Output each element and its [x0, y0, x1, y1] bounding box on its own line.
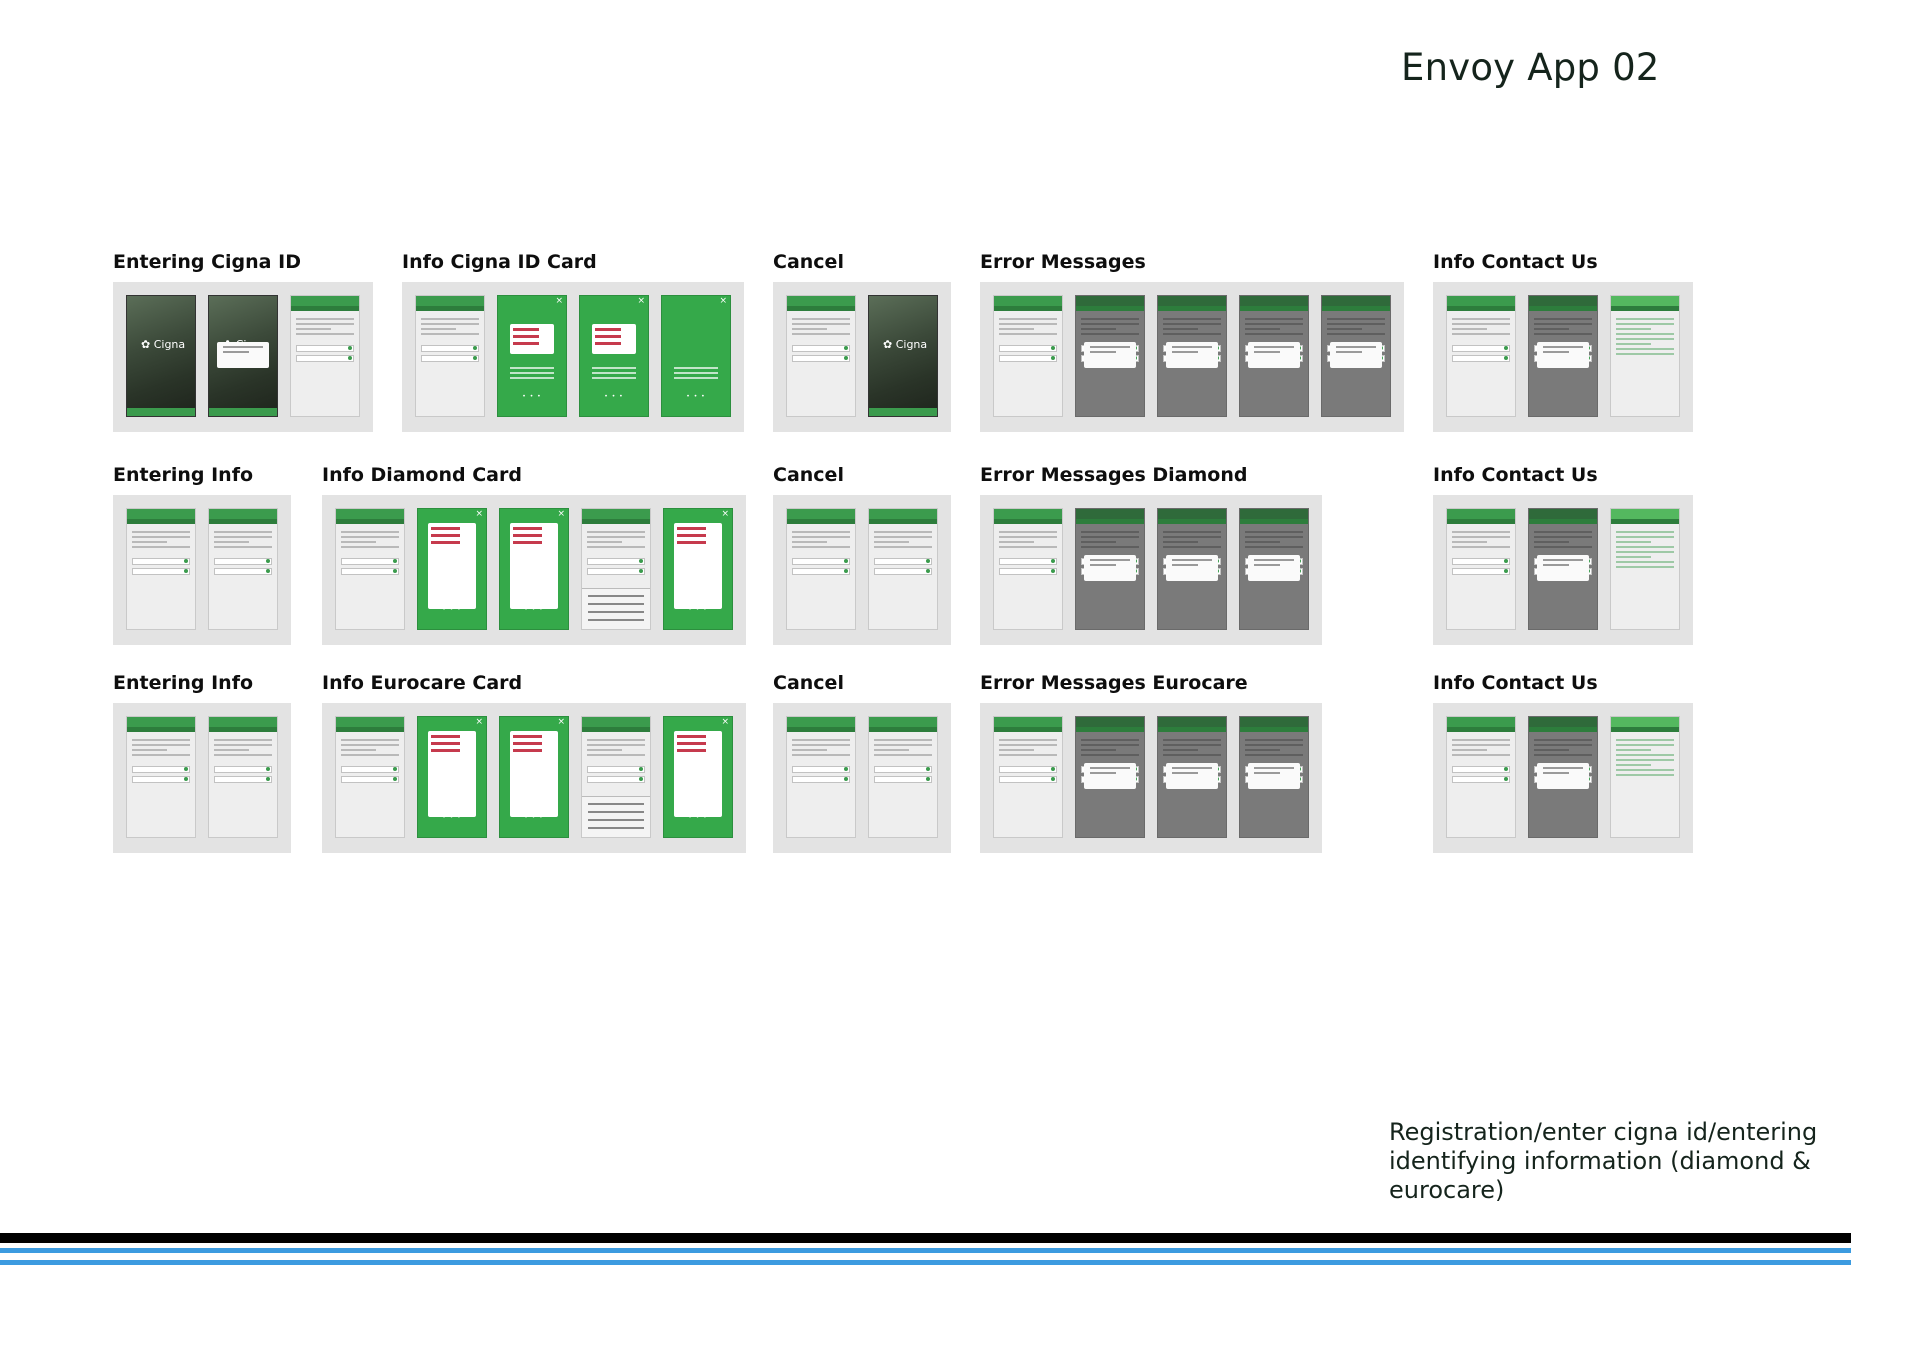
nav-bar — [209, 509, 277, 519]
pager-dots: • • • — [522, 393, 542, 400]
flow-section — [113, 464, 291, 645]
tab-bar — [127, 408, 195, 416]
close-icon[interactable]: × — [557, 717, 565, 727]
pager-dots: • • • — [442, 606, 462, 613]
flow-section — [113, 672, 291, 853]
screen-thumbnail[interactable] — [208, 716, 278, 838]
input-field[interactable] — [421, 345, 479, 352]
screen-thumbnail[interactable] — [1610, 295, 1680, 417]
section-label: Info Contact Us — [1433, 464, 1598, 486]
input-field[interactable] — [341, 766, 399, 773]
input-field[interactable] — [296, 355, 354, 362]
text-lines — [416, 311, 484, 342]
nav-bar — [1240, 509, 1308, 519]
section-label: Cancel — [773, 251, 844, 273]
screen-tray — [980, 703, 1322, 853]
screen-thumbnail[interactable] — [1528, 295, 1598, 417]
pager-dots: • • • — [688, 606, 708, 613]
text-lines — [209, 524, 277, 555]
dialog-box — [1084, 342, 1136, 368]
input-field[interactable] — [792, 345, 850, 352]
screen-thumbnail[interactable] — [1528, 716, 1598, 838]
dialog-box — [1166, 555, 1218, 581]
text-lines — [1322, 311, 1390, 342]
date-picker[interactable] — [582, 588, 650, 629]
screen-thumbnail[interactable] — [1446, 295, 1516, 417]
nav-bar — [1529, 509, 1597, 519]
input-field[interactable] — [1452, 558, 1510, 565]
tab-bar — [209, 408, 277, 416]
screen-thumbnail[interactable] — [126, 716, 196, 838]
screen-tray — [1433, 703, 1693, 853]
screen-thumbnail[interactable] — [1321, 295, 1391, 417]
screen-thumbnail[interactable] — [335, 508, 405, 630]
text-lines — [209, 732, 277, 763]
text-lines — [994, 311, 1062, 342]
input-field[interactable] — [999, 558, 1057, 565]
nav-bar — [582, 509, 650, 519]
screen-tray — [113, 282, 373, 432]
close-icon[interactable]: × — [557, 509, 565, 519]
input-field[interactable] — [341, 776, 399, 783]
flow-section — [1433, 464, 1693, 645]
info-text-lines — [674, 364, 718, 382]
id-card-image — [510, 523, 558, 609]
text-lines — [869, 524, 937, 555]
text-lines — [582, 732, 650, 763]
flow-section — [773, 672, 951, 853]
nav-bar — [787, 717, 855, 727]
dialog-box — [1166, 342, 1218, 368]
nav-bar — [994, 296, 1062, 306]
screen-thumbnail[interactable] — [993, 295, 1063, 417]
screen-thumbnail[interactable] — [993, 508, 1063, 630]
id-card-image — [428, 523, 476, 609]
nav-bar — [582, 717, 650, 727]
input-field[interactable] — [874, 568, 932, 575]
screen-tray — [1433, 282, 1693, 432]
text-lines — [1158, 311, 1226, 342]
input-field[interactable] — [999, 345, 1057, 352]
nav-bar — [1447, 509, 1515, 519]
section-label: Error Messages Diamond — [980, 464, 1248, 486]
screen-thumbnail[interactable] — [1610, 508, 1680, 630]
screen-thumbnail[interactable] — [868, 716, 938, 838]
screen-thumbnail[interactable] — [581, 716, 651, 838]
page-caption: Registration/enter cigna id/entering identifying information (diamond & eurocare) — [1389, 1118, 1818, 1204]
text-lines — [1611, 311, 1679, 362]
text-lines — [1240, 524, 1308, 555]
input-field[interactable] — [1452, 776, 1510, 783]
nav-bar — [869, 717, 937, 727]
screen-thumbnail[interactable] — [417, 716, 487, 838]
pager-dots: • • • — [524, 606, 544, 613]
pager-dots: • • • — [688, 814, 708, 821]
text-lines — [291, 311, 359, 342]
flow-section — [773, 464, 951, 645]
text-lines — [1529, 524, 1597, 555]
close-icon[interactable]: × — [475, 717, 483, 727]
screen-thumbnail[interactable] — [993, 716, 1063, 838]
input-field[interactable] — [874, 776, 932, 783]
input-field[interactable] — [214, 776, 272, 783]
input-field[interactable] — [214, 558, 272, 565]
screen-thumbnail[interactable] — [1075, 508, 1145, 630]
section-label: Info Contact Us — [1433, 251, 1598, 273]
id-card-image — [674, 731, 722, 817]
nav-bar — [1158, 509, 1226, 519]
input-field[interactable] — [999, 355, 1057, 362]
nav-bar — [1158, 717, 1226, 727]
screen-thumbnail[interactable] — [786, 508, 856, 630]
input-field[interactable] — [421, 355, 479, 362]
text-lines — [1529, 732, 1597, 763]
input-field[interactable] — [296, 345, 354, 352]
flow-section — [980, 251, 1404, 432]
screen-tray — [322, 703, 746, 853]
text-lines — [582, 524, 650, 555]
text-lines — [127, 732, 195, 763]
tab-bar — [869, 408, 937, 416]
close-icon[interactable]: × — [475, 509, 483, 519]
input-field[interactable] — [214, 766, 272, 773]
screen-tray — [773, 282, 951, 432]
dialog-box — [1330, 342, 1382, 368]
input-field[interactable] — [792, 766, 850, 773]
text-lines — [336, 524, 404, 555]
text-lines — [127, 524, 195, 555]
nav-bar — [1076, 509, 1144, 519]
flow-section — [322, 464, 746, 645]
input-field[interactable] — [132, 776, 190, 783]
screen-thumbnail[interactable] — [499, 508, 569, 630]
dialog-box — [217, 342, 269, 368]
dialog-box — [1084, 763, 1136, 789]
screen-tray — [1433, 495, 1693, 645]
section-label: Info Eurocare Card — [322, 672, 523, 694]
screen-thumbnail[interactable] — [581, 508, 651, 630]
section-label: Entering Info — [113, 672, 254, 694]
screen-thumbnail[interactable] — [1239, 716, 1309, 838]
screen-tray — [980, 282, 1404, 432]
input-field[interactable] — [587, 766, 645, 773]
text-lines — [1611, 732, 1679, 783]
screen-thumbnail[interactable] — [663, 716, 733, 838]
screen-thumbnail[interactable] — [499, 716, 569, 838]
flow-section — [980, 672, 1322, 853]
screen-tray — [402, 282, 744, 432]
id-card-image — [674, 523, 722, 609]
dialog-box — [1166, 763, 1218, 789]
screen-tray — [113, 495, 291, 645]
text-lines — [1240, 311, 1308, 342]
nav-bar — [1076, 296, 1144, 306]
screen-thumbnail[interactable] — [1075, 295, 1145, 417]
text-lines — [869, 732, 937, 763]
nav-bar — [787, 509, 855, 519]
nav-bar — [787, 296, 855, 306]
input-field[interactable] — [1452, 355, 1510, 362]
screen-thumbnail[interactable] — [415, 295, 485, 417]
screen-thumbnail[interactable] — [126, 508, 196, 630]
nav-bar — [336, 717, 404, 727]
text-lines — [1076, 732, 1144, 763]
nav-bar — [1240, 717, 1308, 727]
dialog-box — [1248, 555, 1300, 581]
id-card-image — [510, 731, 558, 817]
id-card-image — [510, 324, 554, 354]
info-text-lines — [592, 364, 636, 382]
input-field[interactable] — [1452, 766, 1510, 773]
text-lines — [787, 732, 855, 763]
nav-bar — [336, 509, 404, 519]
section-label: Error Messages — [980, 251, 1146, 273]
nav-bar — [1322, 296, 1390, 306]
section-label: Entering Info — [113, 464, 254, 486]
screen-thumbnail[interactable] — [1075, 716, 1145, 838]
screen-thumbnail[interactable] — [1157, 508, 1227, 630]
nav-bar — [1158, 296, 1226, 306]
screen-tray — [980, 495, 1322, 645]
nav-bar — [1447, 296, 1515, 306]
nav-bar — [291, 296, 359, 306]
footer-rule-blue-top — [0, 1248, 1851, 1253]
text-lines — [1529, 311, 1597, 342]
nav-bar — [127, 717, 195, 727]
flow-section — [402, 251, 744, 432]
brand-logo: ✿ Cigna — [141, 338, 186, 351]
text-lines — [1447, 311, 1515, 342]
pager-dots: • • • — [524, 814, 544, 821]
flow-section — [773, 251, 951, 432]
screen-thumbnail[interactable] — [1446, 508, 1516, 630]
input-field[interactable] — [587, 776, 645, 783]
screen-thumbnail[interactable] — [290, 295, 360, 417]
nav-bar — [416, 296, 484, 306]
input-field[interactable] — [874, 766, 932, 773]
close-icon[interactable]: × — [719, 296, 727, 306]
screen-tray — [113, 703, 291, 853]
screen-tray — [322, 495, 746, 645]
screen-thumbnail[interactable] — [1528, 508, 1598, 630]
nav-bar — [1529, 296, 1597, 306]
screen-thumbnail[interactable] — [1446, 716, 1516, 838]
dialog-box — [1248, 763, 1300, 789]
text-lines — [1158, 524, 1226, 555]
input-field[interactable] — [1452, 345, 1510, 352]
nav-bar — [209, 717, 277, 727]
close-icon[interactable]: × — [721, 509, 729, 519]
input-field[interactable] — [341, 558, 399, 565]
id-card-image — [428, 731, 476, 817]
input-field[interactable] — [132, 558, 190, 565]
text-lines — [787, 311, 855, 342]
text-lines — [1611, 524, 1679, 575]
nav-bar — [1076, 717, 1144, 727]
nav-bar — [1240, 296, 1308, 306]
screen-thumbnail[interactable] — [208, 295, 278, 417]
screen-thumbnail[interactable] — [868, 508, 938, 630]
flow-section — [113, 251, 373, 432]
pager-dots: • • • — [604, 393, 624, 400]
input-field[interactable] — [587, 558, 645, 565]
close-icon[interactable]: × — [721, 717, 729, 727]
text-lines — [1447, 732, 1515, 763]
nav-bar — [1529, 717, 1597, 727]
screen-thumbnail[interactable] — [786, 295, 856, 417]
screen-thumbnail[interactable] — [1239, 508, 1309, 630]
screen-thumbnail[interactable] — [868, 295, 938, 417]
screen-thumbnail[interactable] — [786, 716, 856, 838]
input-field[interactable] — [874, 558, 932, 565]
text-lines — [1076, 311, 1144, 342]
nav-bar — [869, 509, 937, 519]
pager-dots: • • • — [686, 393, 706, 400]
input-field[interactable] — [792, 558, 850, 565]
screen-tray — [773, 703, 951, 853]
screen-thumbnail[interactable] — [208, 508, 278, 630]
screen-thumbnail[interactable] — [579, 295, 649, 417]
nav-bar — [1447, 717, 1515, 727]
input-field[interactable] — [792, 568, 850, 575]
brand-logo: ✿ Cigna — [883, 338, 928, 351]
dialog-box — [1084, 555, 1136, 581]
nav-bar — [994, 509, 1062, 519]
nav-bar — [127, 509, 195, 519]
dialog-box — [1537, 763, 1589, 789]
screen-thumbnail[interactable] — [1157, 716, 1227, 838]
input-field[interactable] — [792, 776, 850, 783]
input-field[interactable] — [132, 766, 190, 773]
date-picker[interactable] — [582, 796, 650, 837]
pager-dots: • • • — [442, 814, 462, 821]
text-lines — [1240, 732, 1308, 763]
nav-bar — [1611, 717, 1679, 727]
footer-rule-black — [0, 1233, 1851, 1243]
input-field[interactable] — [341, 568, 399, 575]
input-field[interactable] — [999, 568, 1057, 575]
flow-section — [980, 464, 1322, 645]
dialog-box — [1248, 342, 1300, 368]
nav-bar — [1611, 509, 1679, 519]
screen-thumbnail[interactable] — [126, 295, 196, 417]
screen-thumbnail[interactable] — [661, 295, 731, 417]
nav-bar — [994, 717, 1062, 727]
flow-section — [1433, 251, 1693, 432]
text-lines — [994, 732, 1062, 763]
id-card-image — [592, 324, 636, 354]
section-label: Info Contact Us — [1433, 672, 1598, 694]
nav-bar — [1611, 296, 1679, 306]
screen-thumbnail[interactable] — [1610, 716, 1680, 838]
section-label: Cancel — [773, 464, 844, 486]
close-icon[interactable]: × — [637, 296, 645, 306]
info-text-lines — [510, 364, 554, 382]
text-lines — [1076, 524, 1144, 555]
text-lines — [1447, 524, 1515, 555]
screen-thumbnail[interactable] — [497, 295, 567, 417]
section-label: Cancel — [773, 672, 844, 694]
section-label: Entering Cigna ID — [113, 251, 301, 273]
screen-thumbnail[interactable] — [335, 716, 405, 838]
dialog-box — [1537, 342, 1589, 368]
text-lines — [1158, 732, 1226, 763]
flow-section — [322, 672, 746, 853]
page-title: Envoy App 02 — [1401, 46, 1660, 89]
close-icon[interactable]: × — [555, 296, 563, 306]
text-lines — [336, 732, 404, 763]
input-field[interactable] — [999, 766, 1057, 773]
dialog-box — [1537, 555, 1589, 581]
text-lines — [994, 524, 1062, 555]
screen-thumbnail[interactable] — [1157, 295, 1227, 417]
section-label: Info Cigna ID Card — [402, 251, 597, 273]
input-field[interactable] — [214, 568, 272, 575]
input-field[interactable] — [1452, 568, 1510, 575]
section-label: Error Messages Eurocare — [980, 672, 1248, 694]
input-field[interactable] — [587, 568, 645, 575]
flow-section — [1433, 672, 1693, 853]
footer-rule-blue-bottom — [0, 1260, 1851, 1265]
screen-tray — [773, 495, 951, 645]
text-lines — [787, 524, 855, 555]
section-label: Info Diamond Card — [322, 464, 522, 486]
input-field[interactable] — [999, 776, 1057, 783]
screen-thumbnail[interactable] — [1239, 295, 1309, 417]
screen-thumbnail[interactable] — [663, 508, 733, 630]
input-field[interactable] — [132, 568, 190, 575]
input-field[interactable] — [792, 355, 850, 362]
screen-thumbnail[interactable] — [417, 508, 487, 630]
